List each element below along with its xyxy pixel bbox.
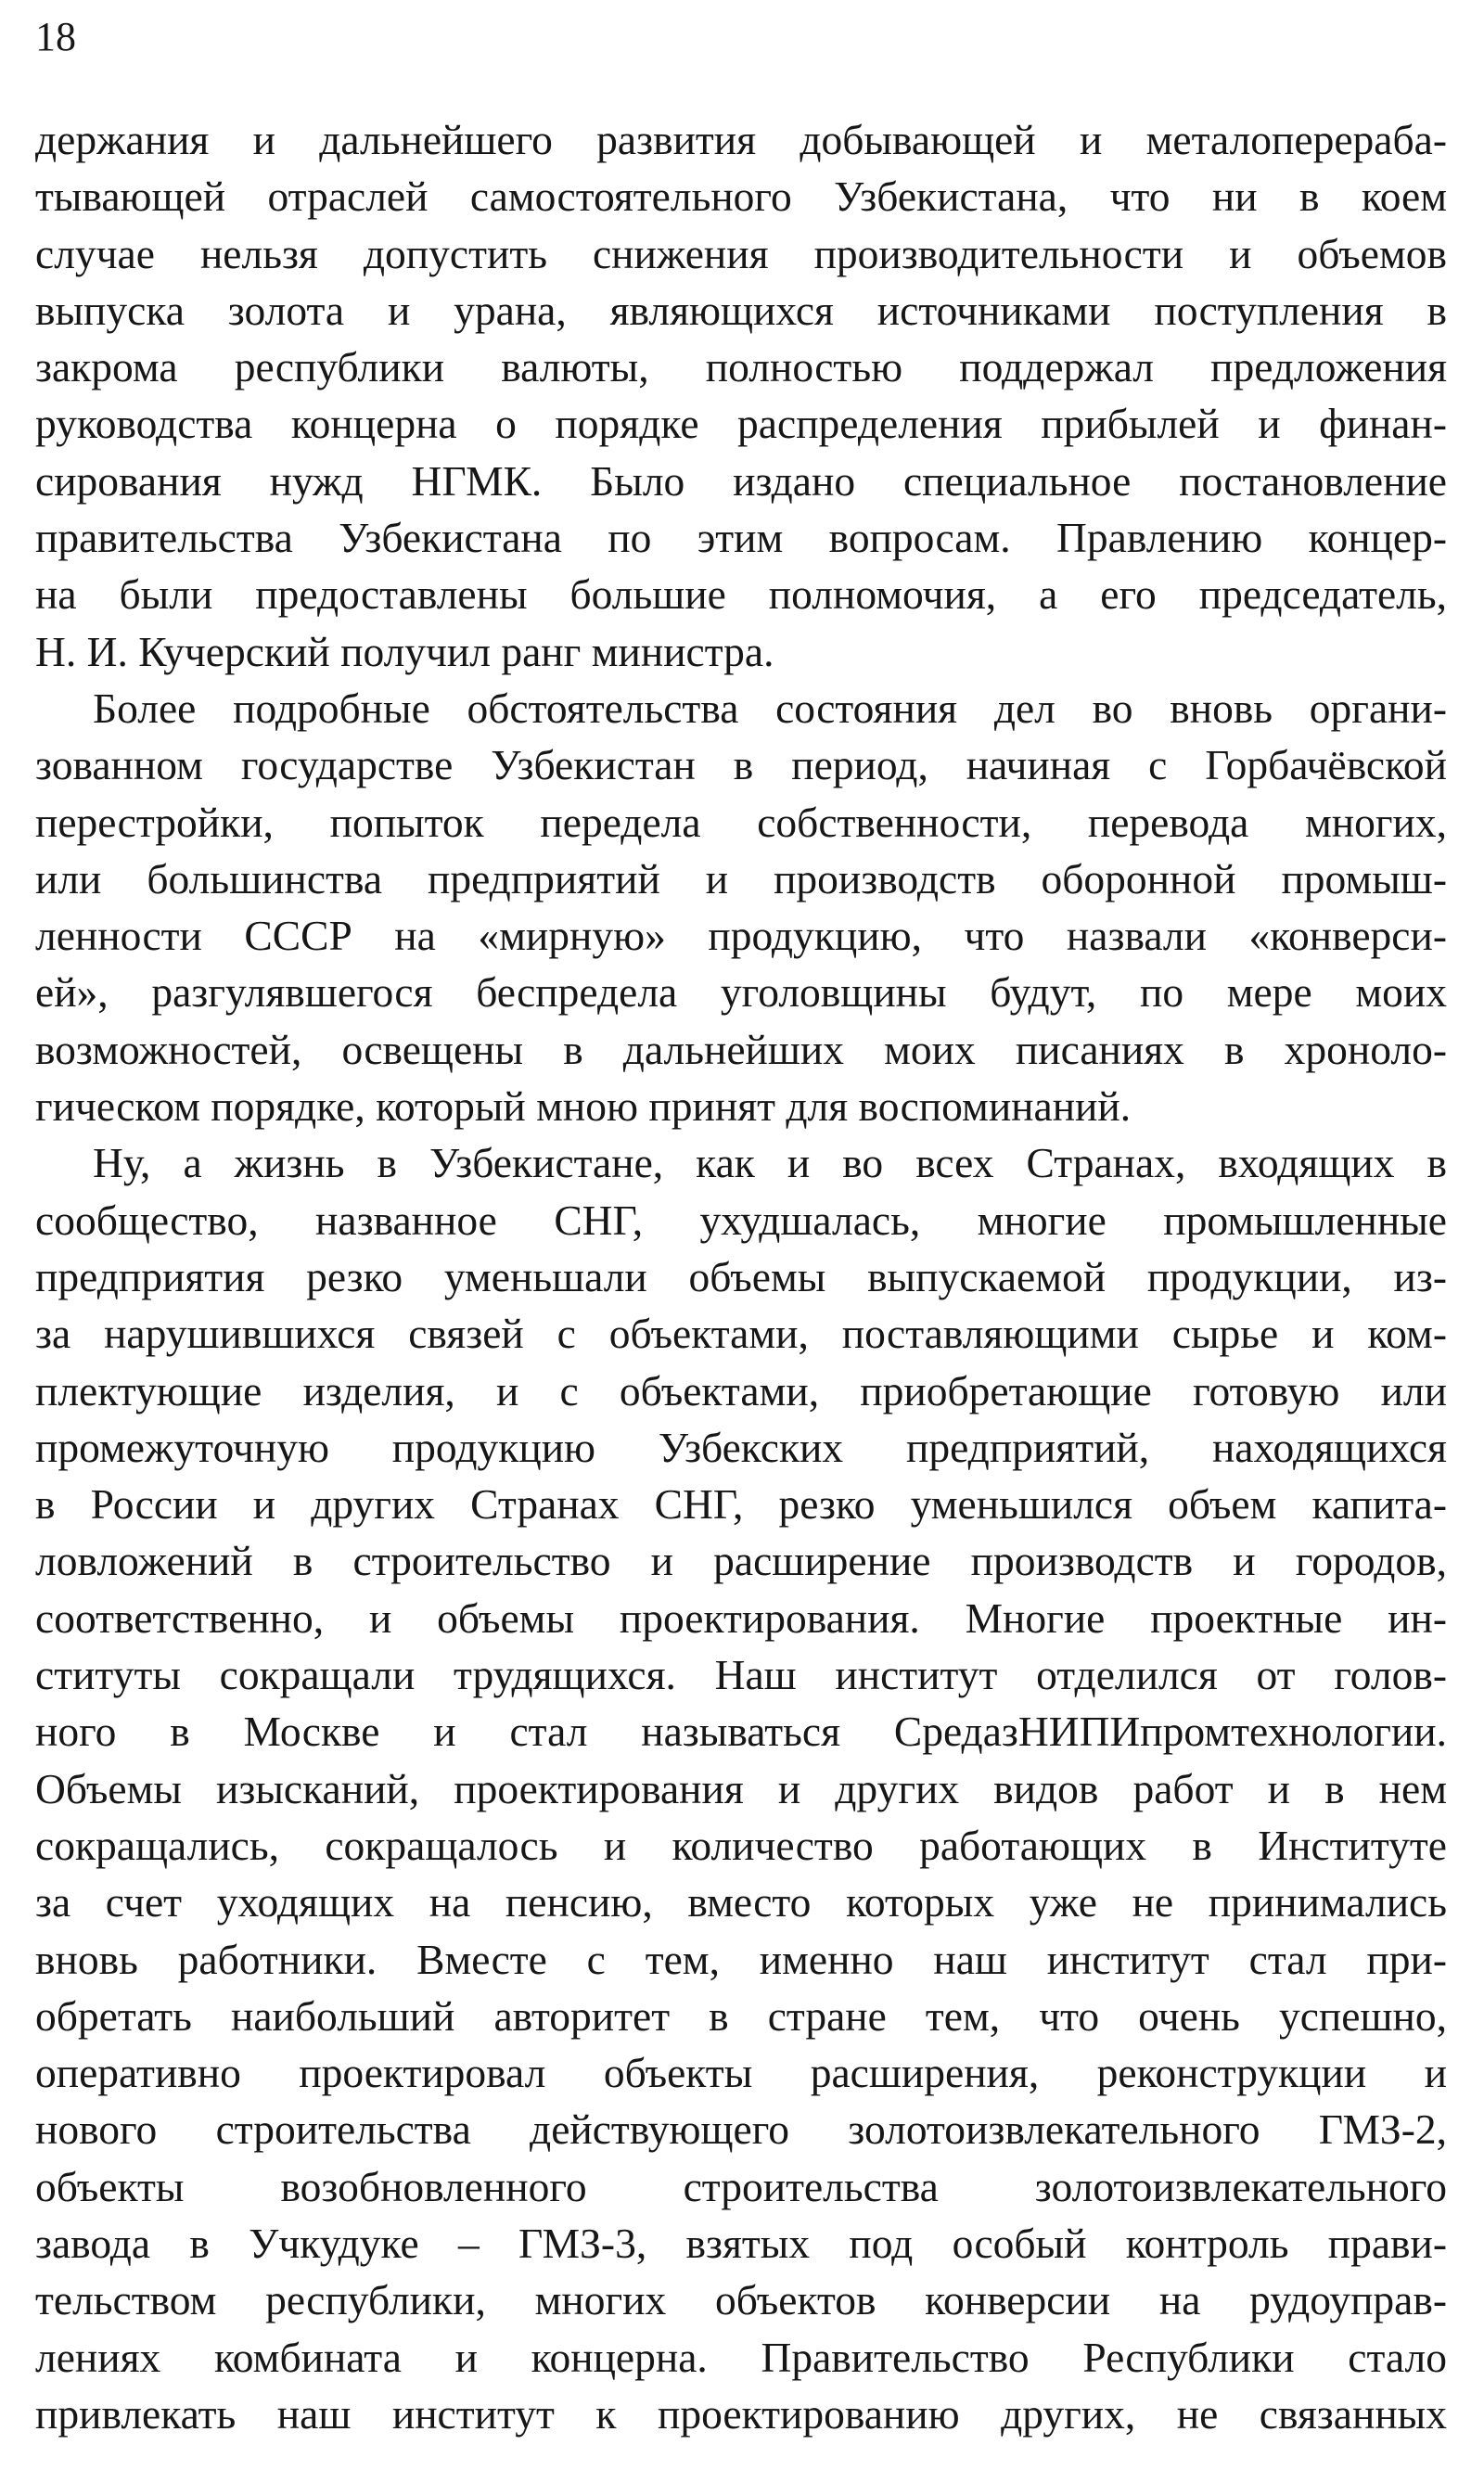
text-line: соответственно, и объемы проектирования. Многие проектные ин- (35, 1593, 1447, 1642)
text-line: нового строительства действующего золотоизвлекательного ГМЗ-2, (35, 2105, 1447, 2154)
text-line: сирования нужд НГМК. Было издано специальное постановление (35, 456, 1447, 505)
text-line: завода в Учкудуке – ГМЗ-3, взятых под особый контроль прави- (35, 2219, 1447, 2267)
text-line: выпуска золота и урана, являющихся источниками поступления в (35, 286, 1447, 334)
text-line: ловложений в строительство и расширение производств и городов, (35, 1537, 1447, 1585)
text-line: за нарушившихся связей с объектами, поставляющими сырье и ком- (35, 1310, 1447, 1358)
text-line: ей», разгулявшегося беспредела уголовщины будут, по мере моих (35, 968, 1447, 1017)
text-line: гическом порядке, который мною принят для воспоминаний. (35, 1082, 1132, 1131)
text-line: ного в Москве и стал называться СредазНИПИпромтехнологии. (35, 1708, 1447, 1756)
text-line: сокращались, сокращалось и количество работающих в Институте (35, 1821, 1447, 1869)
text-line: предприятия резко уменьшали объемы выпускаемой продукции, из- (35, 1252, 1447, 1300)
text-line: ленности СССР на «мирную» продукцию, что назвали «конверси- (35, 912, 1447, 960)
page-number: 18 (35, 14, 76, 59)
text-line: на были предоставлены большие полномочия, а его председатель, (35, 570, 1447, 619)
text-line: руководства концерна о порядке распределения прибылей и финан- (35, 400, 1447, 448)
text-line: держания и дальнейшего развития добывающей и металоперераба- (35, 116, 1447, 163)
text-line: объекты возобновленного строительства золотоизвлекательного (35, 2162, 1447, 2210)
text-line: за счет уходящих на пенсию, вместо которых уже не принимались (35, 1878, 1447, 1926)
text-line: тельством республики, многих объектов конверсии на рудоуправ- (35, 2276, 1447, 2324)
text-line: Ну, а жизнь в Узбекистане, как и во всех Странах, входящих в (93, 1139, 1447, 1187)
text-line: или большинства предприятий и производств оборонной промыш- (35, 854, 1447, 902)
text-line: правительства Узбекистана по этим вопросам. Правлению концер- (35, 514, 1447, 562)
text-line: тывающей отраслей самостоятельного Узбекистана, что ни в коем (35, 173, 1447, 221)
text-line: оперативно проектировал объекты расширения, реконструкции и (35, 2049, 1447, 2097)
text-line: Более подробные обстоятельства состояния дел во вновь органи- (93, 684, 1447, 732)
text-line: ституты сокращали трудящихся. Наш институт отделился от голов- (35, 1651, 1447, 1699)
text-line: перестройки, попыток передела собственности, перевода многих, (35, 798, 1447, 846)
text-line: плектующие изделия, и с объектами, приобретающие готовую или (35, 1366, 1447, 1414)
text-line: случае нельзя допустить снижения производительности и объемов (35, 229, 1447, 277)
text-line: Объемы изысканий, проектирования и других видов работ и в нем (35, 1764, 1447, 1812)
text-line: в России и других Странах СНГ, резко уменьшился объем капита- (35, 1480, 1447, 1529)
text-line: зованном государстве Узбекистан в период, начиная с Горбачёвской (35, 741, 1447, 789)
text-line: Н. И. Кучерский получил ранг министра. (35, 627, 774, 675)
text-line: привлекать наш институт к проектированию других, не связанных (35, 2389, 1447, 2438)
text-line: закрома республики валюты, полностью поддержал предложения (35, 343, 1447, 391)
text-line: сообщество, названное СНГ, ухудшалась, многие промышленные (35, 1196, 1447, 1244)
text-line: вновь работники. Вместе с тем, именно наш институт стал при- (35, 1935, 1447, 1983)
text-line: возможностей, освещены в дальнейших моих писаниях в хроноло- (35, 1025, 1447, 1073)
text-line: обретать наибольший авторитет в стране тем, что очень успешно, (35, 1991, 1447, 2040)
text-line: лениях комбината и концерна. Правительство Республики стало (35, 2333, 1447, 2381)
body-text (35, 111, 1447, 2442)
text-line: промежуточную продукцию Узбекских предприятий, находящихся (35, 1423, 1447, 1471)
